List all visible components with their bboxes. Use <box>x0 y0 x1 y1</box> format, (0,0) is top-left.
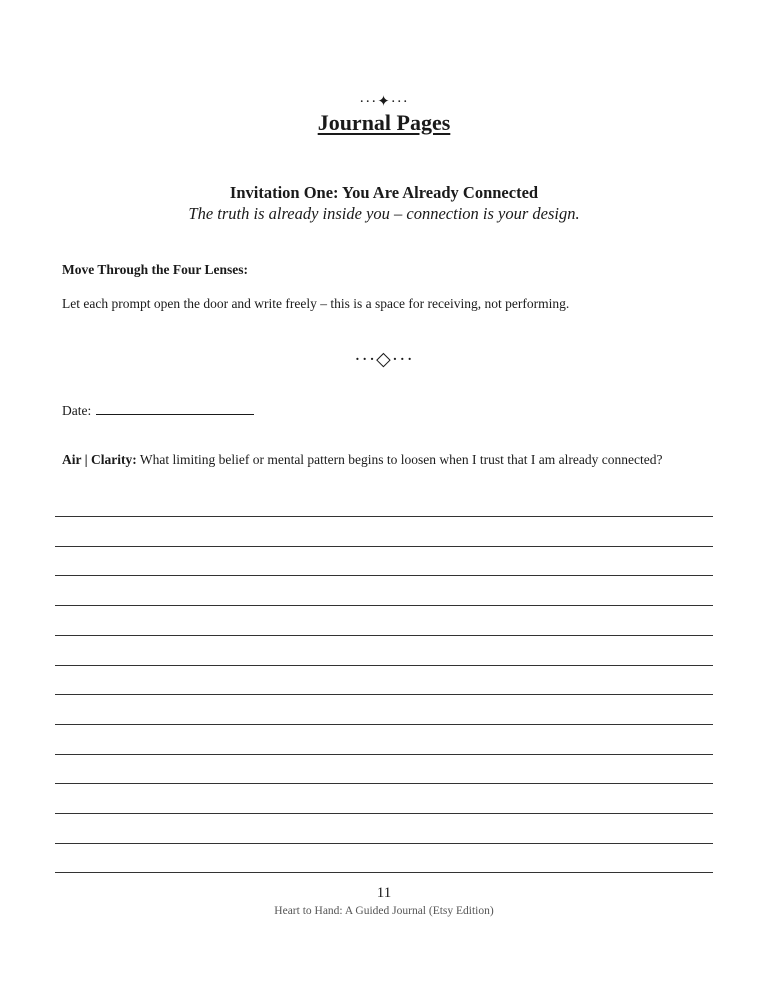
writing-line[interactable] <box>55 575 713 576</box>
writing-line[interactable] <box>55 635 713 636</box>
writing-line[interactable] <box>55 872 713 873</box>
instruction-text: Let each prompt open the door and write freely – this is a space for receiving, not performing. <box>62 296 570 311</box>
top-ornament: ···✦··· <box>359 94 409 110</box>
writing-line[interactable] <box>55 783 713 784</box>
writing-line[interactable] <box>55 605 713 606</box>
date-input-line[interactable] <box>96 402 254 415</box>
date-label: Date: <box>62 403 92 418</box>
writing-line[interactable] <box>55 724 713 725</box>
writing-line[interactable] <box>55 516 713 517</box>
air-clarity-prompt <box>62 451 702 468</box>
prompt-text: What limiting belief or mental pattern begins to loosen when I trust that I am already connected? <box>139 452 663 467</box>
writing-line[interactable] <box>55 813 713 814</box>
page-number: 11 <box>376 885 392 901</box>
writing-line[interactable] <box>55 754 713 755</box>
page-title: Journal Pages <box>317 110 451 135</box>
invitation-heading: Invitation One: You Are Already Connected <box>229 183 539 202</box>
lenses-heading: Move Through the Four Lenses: <box>62 262 249 277</box>
date-row <box>62 402 254 419</box>
footer-text: Heart to Hand: A Guided Journal (Etsy Edition) <box>274 905 494 917</box>
prompt-label: Air | Clarity: <box>62 452 137 467</box>
invitation-subtitle: The truth is already inside you – connection is your design. <box>188 204 580 223</box>
writing-line[interactable] <box>55 665 713 666</box>
writing-line[interactable] <box>55 694 713 695</box>
writing-line[interactable] <box>55 843 713 844</box>
mid-ornament: ···◇··· <box>354 349 414 370</box>
writing-line[interactable] <box>55 546 713 547</box>
